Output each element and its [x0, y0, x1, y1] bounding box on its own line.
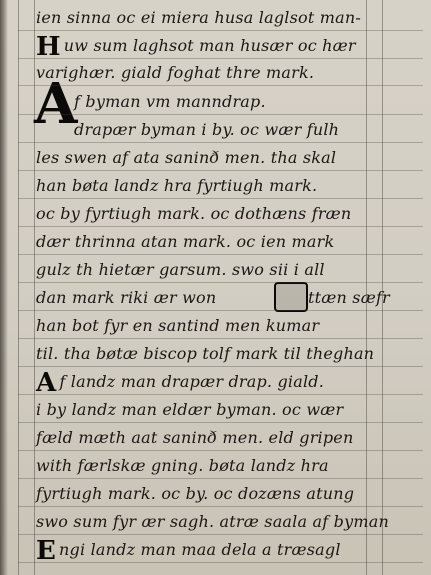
manuscript-line	[36, 288, 216, 307]
margin-rule-left	[18, 0, 19, 575]
line-text: han bot fyr en santind men kumar	[36, 316, 320, 335]
line-text: swo sum fyr ær sagh. atræ saala af byman	[36, 512, 389, 531]
ruling-line	[18, 114, 423, 115]
ruling-line	[18, 310, 423, 311]
ruling-line	[18, 282, 423, 283]
manuscript-line	[36, 344, 374, 363]
line-text: gulz th hietær garsum. swo sii i all	[36, 260, 325, 279]
manuscript-line	[36, 232, 334, 251]
line-text: han bøta landz hra fyrtiugh mark.	[36, 176, 318, 195]
ruling-line	[18, 170, 423, 171]
ruling-line	[18, 58, 423, 59]
manuscript-line	[36, 428, 353, 447]
line-initial: A	[36, 368, 57, 398]
line-text: til. tha bøtæ biscop tolf mark til theghan	[36, 344, 375, 363]
line-text: ien sinna oc ei miera husa laglsot man-	[36, 8, 361, 27]
manuscript-line	[36, 368, 325, 398]
manuscript-line	[36, 148, 336, 167]
manuscript-line	[36, 512, 389, 531]
ruling-line	[18, 562, 423, 563]
binding-shadow	[0, 0, 8, 575]
manuscript-line	[36, 260, 325, 279]
line-text: i by landz man eldær byman. oc wær	[36, 400, 344, 419]
ruling-line	[18, 534, 423, 535]
manuscript-line	[74, 92, 266, 111]
ruling-line	[18, 506, 423, 507]
manuscript-line	[36, 8, 361, 27]
manuscript-line	[36, 456, 329, 475]
line-text: varighær. giald foghat thre mark.	[36, 63, 315, 82]
manuscript-line	[36, 316, 319, 335]
line-initial: H	[36, 32, 61, 62]
manuscript-line	[36, 176, 317, 195]
ruling-line	[18, 30, 423, 31]
decorated-initial: A	[34, 71, 78, 137]
ruling-line	[18, 142, 423, 143]
ruling-line	[18, 478, 423, 479]
inline-decorated-initial	[274, 282, 308, 312]
ruling-line	[18, 422, 423, 423]
ruling-line	[18, 85, 423, 86]
manuscript-line	[36, 400, 343, 419]
line-text: les swen af ata saninð men. tha skal	[36, 148, 337, 167]
line-text: ngi landz man maa dela a træsagl	[59, 540, 341, 559]
line-text: with færlskæ gning. bøta landz hra	[36, 456, 329, 475]
line-text: fyrtiugh mark. oc by. oc dozæns atung	[36, 484, 355, 503]
line-text-after-initial: ttæn sæfr	[308, 288, 390, 307]
ruling-line	[18, 226, 423, 227]
manuscript-line	[74, 120, 339, 139]
manuscript-line	[36, 32, 356, 62]
line-text: oc by fyrtiugh mark. oc dothæns fræn	[36, 204, 352, 223]
line-text: drapær byman i by. oc wær fulh	[74, 120, 340, 139]
line-text: fæld mæth aat saninð men. eld gripen	[36, 428, 354, 447]
ruling-line	[18, 394, 423, 395]
line-text: dær thrinna atan mark. oc ien mark	[36, 232, 335, 251]
ruling-line	[18, 198, 423, 199]
line-text: f landz man drapær drap. giald.	[59, 372, 325, 391]
line-text: uw sum laghsot man husær oc hær	[63, 36, 356, 55]
ruling-line	[18, 254, 423, 255]
ruling-line	[18, 366, 423, 367]
ruling-line	[18, 450, 423, 451]
manuscript-line	[36, 536, 341, 566]
manuscript-line	[36, 484, 354, 503]
manuscript-line	[36, 204, 351, 223]
manuscript-line	[36, 63, 314, 82]
line-initial: E	[36, 536, 57, 566]
ruling-line	[18, 338, 423, 339]
line-text: f byman vm manndrap.	[74, 92, 266, 111]
line-text: dan mark riki ær won	[36, 288, 217, 307]
